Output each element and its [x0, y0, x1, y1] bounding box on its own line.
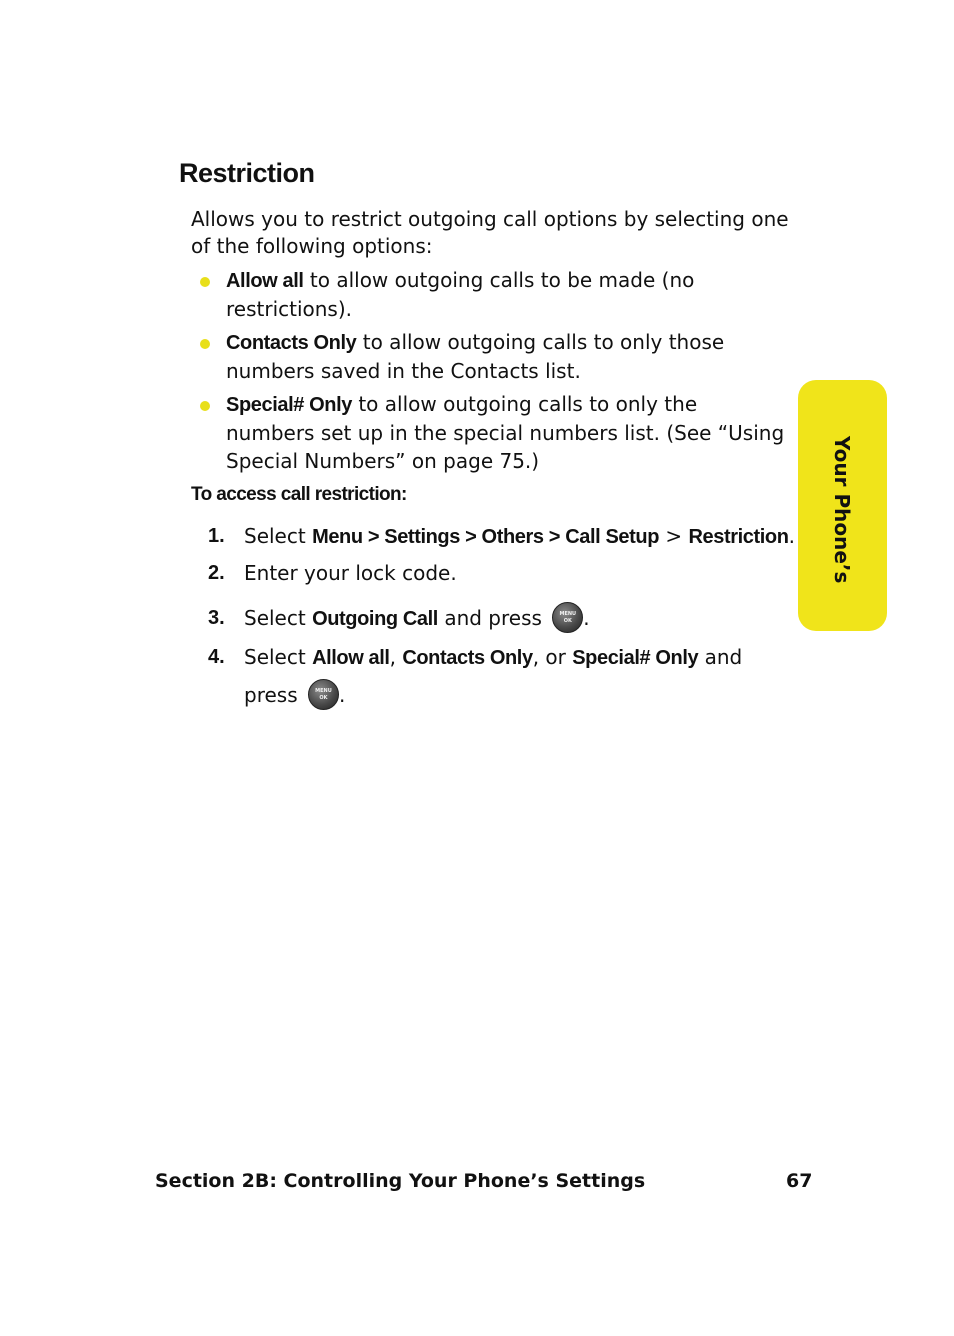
step-press: press — [244, 683, 304, 707]
footer-section-title: Section 2B: Controlling Your Phone’s Settings — [155, 1170, 646, 1192]
list-item — [196, 328, 786, 385]
step-press: and press — [437, 606, 549, 630]
section-side-tab — [798, 380, 887, 631]
list-item — [196, 266, 786, 323]
option-term: Allow all — [226, 270, 304, 292]
menu-path: Menu > Settings > Others > Call Setup — [312, 526, 660, 548]
menu-ok-key-icon: MENU OK — [308, 679, 339, 710]
step-number: 2. — [208, 562, 225, 584]
step-number: 4. — [208, 646, 225, 668]
option-term: Allow all — [312, 647, 390, 669]
bullet-icon — [200, 401, 210, 411]
step-or: , or — [532, 645, 573, 669]
step-end: . — [583, 606, 590, 630]
menu-target: Restriction — [688, 526, 789, 548]
step-text — [244, 604, 804, 633]
bullet-icon — [200, 339, 210, 349]
step-verb: Select — [244, 524, 313, 548]
option-description: to allow outgoing calls to be made (no restrictions). — [226, 268, 695, 321]
step-and: and — [698, 645, 743, 669]
step-end: . — [788, 524, 795, 548]
option-term: Contacts Only — [226, 332, 357, 354]
page-heading: Restriction — [179, 158, 315, 188]
intro-paragraph: Allows you to restrict outgoing call options by selecting one of the following options: — [191, 207, 789, 258]
option-term: Special# Only — [226, 394, 352, 416]
step-verb: Select — [244, 645, 313, 669]
footer-page-number: 67 — [786, 1170, 813, 1192]
procedure-heading: To access call restriction: — [191, 484, 407, 505]
option-description: to allow outgoing calls to only those numbers saved in the Contacts list. — [226, 330, 725, 383]
menu-target: Outgoing Call — [312, 608, 438, 630]
option-description: to allow outgoing calls to only the numbers set up in the special numbers list. (See “Using Special Numbers” on page 75.) — [226, 392, 785, 473]
options-list — [196, 266, 786, 480]
step-text-continued — [244, 681, 804, 710]
side-tab-label: Your Phone’s — [830, 436, 854, 584]
option-term: Contacts Only — [402, 647, 533, 669]
option-term: Special# Only — [572, 647, 699, 669]
bullet-icon — [200, 277, 210, 287]
step-text — [244, 643, 804, 672]
path-separator: > — [659, 524, 689, 548]
step-number: 3. — [208, 607, 225, 629]
step-verb: Select — [244, 606, 313, 630]
step-number: 1. — [208, 525, 225, 547]
step-end: . — [338, 683, 346, 707]
menu-ok-key-icon: MENU OK — [552, 602, 583, 633]
step-text — [244, 522, 804, 551]
step-text: Enter your lock code. — [244, 561, 457, 585]
list-item — [196, 390, 786, 475]
punctuation: , — [389, 645, 403, 669]
